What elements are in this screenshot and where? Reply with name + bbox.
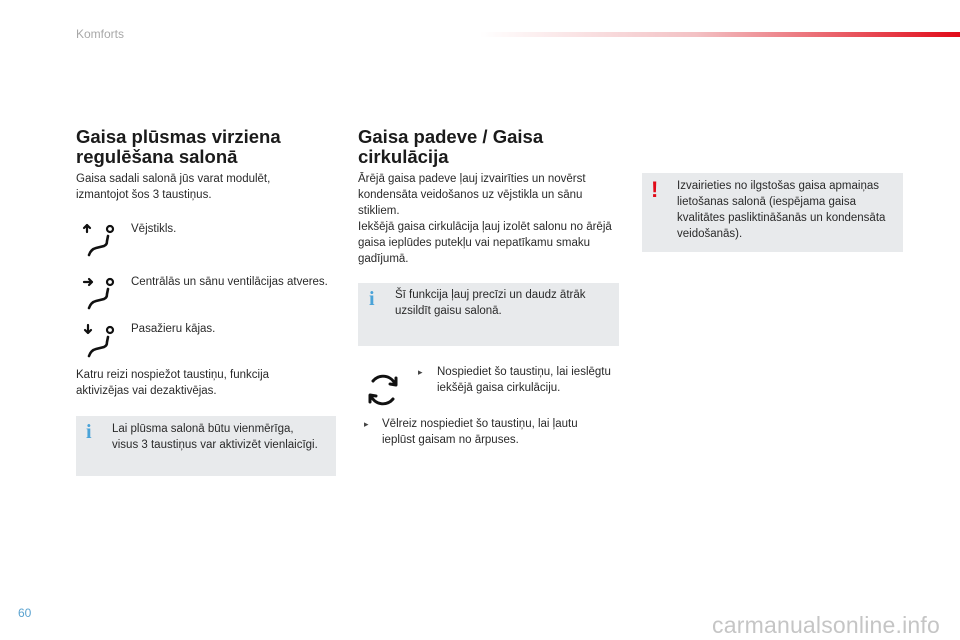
windscreen-airflow-icon <box>84 222 124 258</box>
section-title: Komforts <box>76 27 125 41</box>
middle-heading: Gaisa padeve / Gaisa cirkulācija <box>358 126 544 167</box>
middle-info-note <box>358 283 619 346</box>
bullet-icon: ▸ <box>364 419 369 429</box>
left-intro: Gaisa sadali salonā jūs varat modulēt, izmantojot šos 3 taustiņus. <box>76 173 271 201</box>
warning-text: Izvairieties no ilgstošas gaisa apmaiņas lietošanas salonā (iespējama gaisa kvalitātes pasliktināšanās un kondensāta veidošanās). <box>677 180 886 240</box>
step1-text: Nospiediet šo taustiņu, lai ieslēgtu iekšējā gaisa cirkulāciju. <box>437 366 611 394</box>
center-vents-airflow-icon <box>84 275 124 311</box>
left-info-note <box>76 416 336 476</box>
page-number: 60 <box>18 606 32 620</box>
middle-body: Ārējā gaisa padeve ļauj izvairīties un novērst kondensāta veidošanos uz vējstikla un sānu stikliem. Iekšējā gaisa cirkulācija ļauj izolēt salonu no ārējā gaisa ieplūdes putekļu vai nepatīkamu smaku gadījumā. <box>358 173 612 265</box>
warning-icon: ! <box>651 177 659 202</box>
item-footwell-label: Pasažieru kājas. <box>131 323 216 335</box>
header-accent-bar <box>480 32 960 37</box>
bullet-icon: ▸ <box>418 367 423 377</box>
watermark: carmanualsonline.info <box>712 612 940 638</box>
footwell-airflow-icon <box>84 323 124 359</box>
item-windscreen-label: Vējstikls. <box>131 223 177 235</box>
info-icon: i <box>369 288 375 310</box>
warning-note <box>642 173 903 252</box>
recirculation-icon <box>365 372 401 408</box>
left-heading: Gaisa plūsmas virziena regulēšana salonā <box>76 126 281 167</box>
left-note-text: Lai plūsma salonā būtu vienmērīga, visus 3 taustiņus var aktivizēt vienlaicīgi. <box>112 423 318 451</box>
middle-note-text: Šī funkcija ļauj precīzi un daudz ātrāk uzsildīt gaisu salonā. <box>395 289 586 317</box>
item-center-vents-label: Centrālās un sānu ventilācijas atveres. <box>131 276 328 288</box>
step2-text: Vēlreiz nospiediet šo taustiņu, lai ļautu ieplūst gaisam no ārpuses. <box>382 418 578 446</box>
toggle-description: Katru reizi nospiežot taustiņu, funkcija aktivizējas vai dezaktivējas. <box>76 369 270 397</box>
info-icon: i <box>86 421 92 443</box>
